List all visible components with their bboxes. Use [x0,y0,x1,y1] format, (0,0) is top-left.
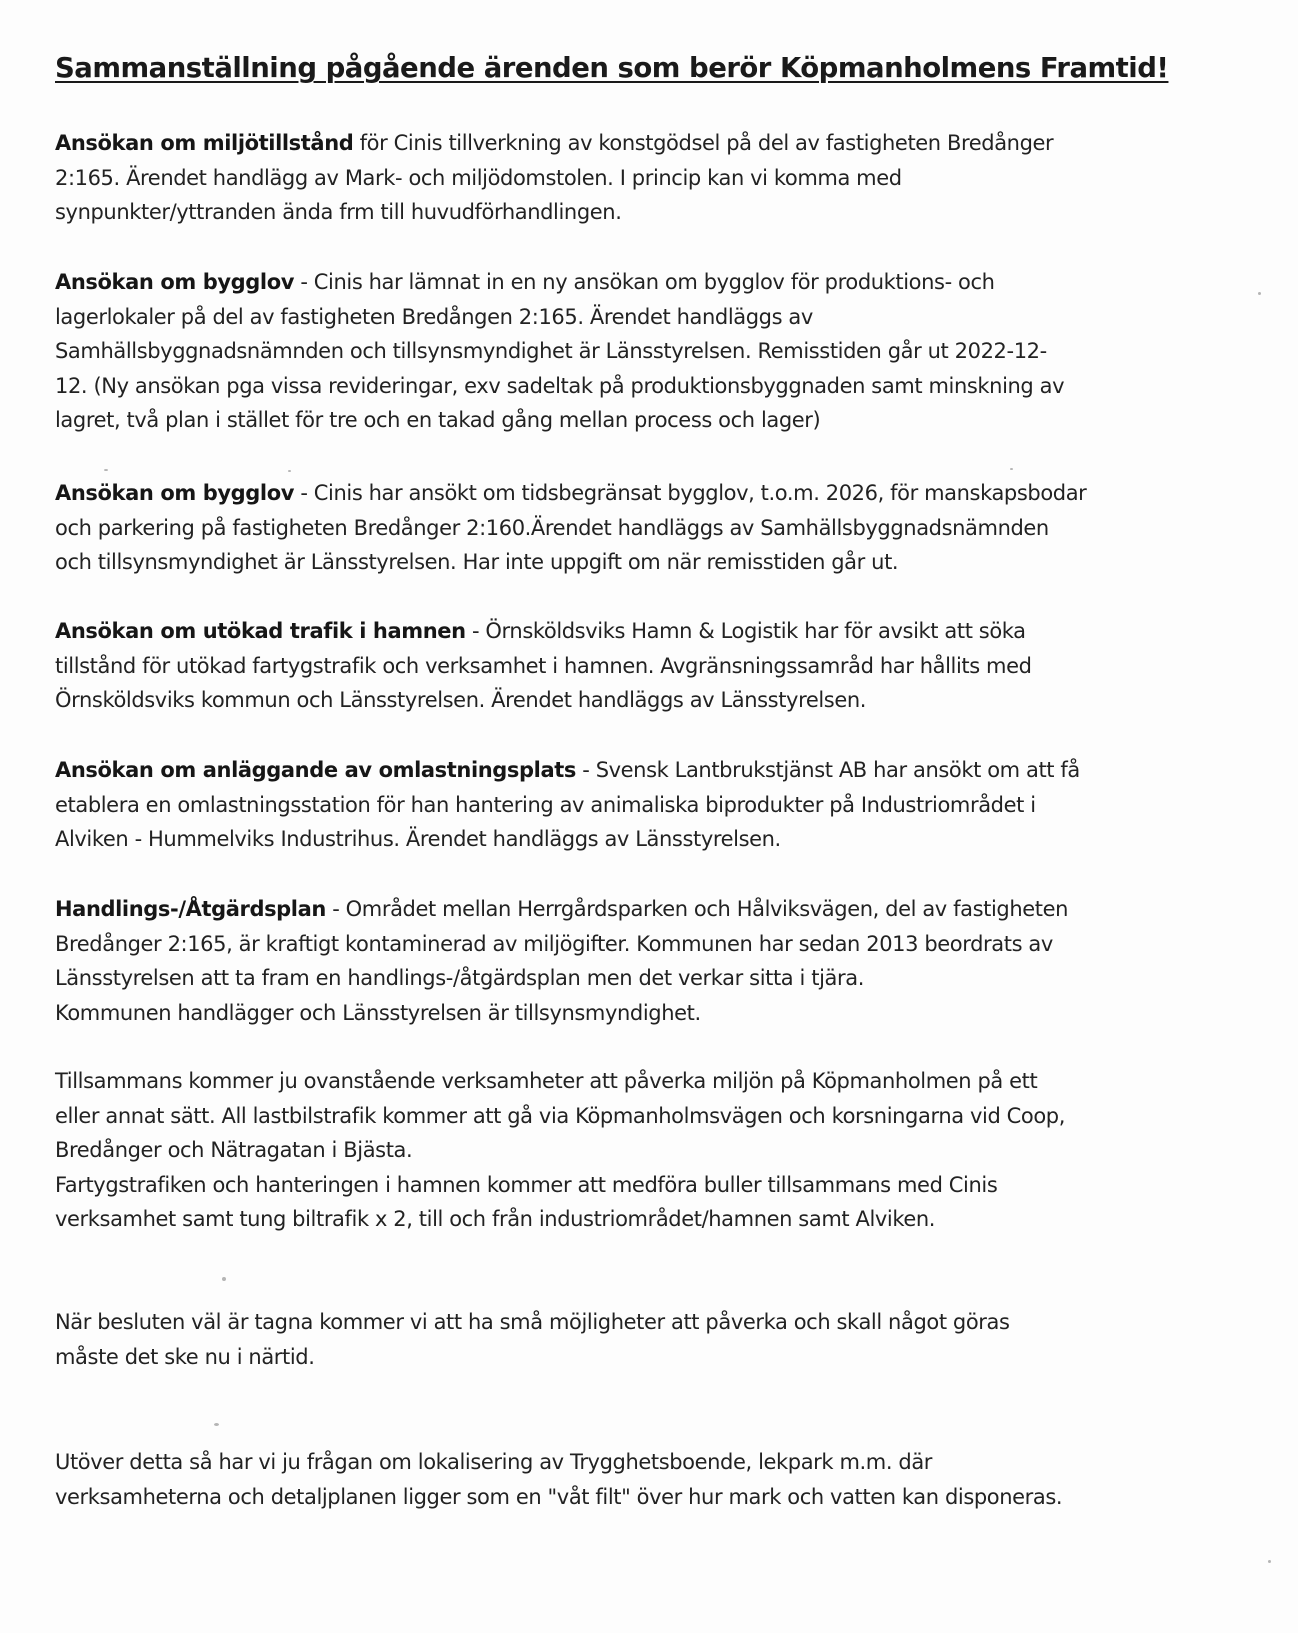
scan-speck [1268,1560,1271,1563]
scan-speck [1258,292,1261,295]
section-line [55,265,1245,300]
section-line [55,753,1245,788]
paragraph-line: Bredånger och Nätragatan i Bjästa. [55,1138,413,1162]
section-line [55,476,1245,511]
section-line: och tillsynsmyndighet är Länsstyrelsen. Har inte uppgift om när remisstiden går ut. [55,550,899,574]
paragraph-line: eller annat sätt. All lastbilstrafik kommer att gå via Köpmanholmsvägen och korsningarna vid Coop, [55,1103,1066,1128]
paragraph-line: måste det ske nu i närtid. [55,1344,315,1369]
scan-speck [222,1277,226,1281]
section-bygglov-produktion [55,265,1245,438]
section-line: 12. (Ny ansökan pga vissa revideringar, exv sadeltak på produktionsbyggnaden samt minskning av [55,373,1065,398]
section-heading: Handlings-/Åtgärdsplan [55,897,326,921]
section-text: - Cinis har lämnat in en ny ansökan om bygglov för produktions- och [294,270,995,294]
paragraph-line: Tillsammans kommer ju ovanstående verksamheter att påverka miljön på Köpmanholmen på ett [55,1069,1038,1093]
section-line: etablera en omlastningsstation för han hantering av animaliska biprodukter på Industriområdet i [55,792,1036,817]
section-line: 2:165. Ärendet handlägg av Mark- och miljödomstolen. I princip kan vi komma med [55,165,902,190]
scan-speck [214,1423,219,1426]
paragraph-line: Fartygstrafiken och hanteringen i hamnen kommer att medföra buller tillsammans med Cinis [55,1172,998,1197]
section-line: lagret, två plan i stället för tre och en takad gång mellan process och lager) [55,408,821,432]
scan-speck [288,470,291,472]
document-title: Sammanställning pågående ärenden som berör Köpmanholmens Framtid! [55,52,1169,84]
section-line: Alviken - Hummelviks Industrihus. Ärendet handläggs av Länsstyrelsen. [55,827,781,851]
section-line: lagerlokaler på del av fastigheten Bredången 2:165. Ärendet handläggs av [55,304,813,329]
section-heading: Ansökan om anläggande av omlastningsplats [55,758,576,782]
section-heading: Ansökan om bygglov [55,270,295,294]
section-atgardsplan [55,892,1245,1030]
section-line: tillstånd för utökad fartygstrafik och verksamhet i hamnen. Avgränsningssamråd har hållits med [55,653,1032,678]
section-heading: Ansökan om miljötillstånd [55,131,354,155]
section-text: - Svensk Lantbrukstjänst AB har ansökt om att få [575,758,1080,782]
section-heading: Ansökan om bygglov [55,481,295,505]
section-line [55,126,1245,161]
section-line: Örnsköldsviks kommun och Länsstyrelsen. Ärendet handläggs av Länsstyrelsen. [55,688,867,712]
section-line: och parkering på fastigheten Bredånger 2:160.Ärendet handläggs av Samhällsbyggnadsnämnden [55,515,1049,540]
section-line: synpunkter/yttranden ända frm till huvudförhandlingen. [55,200,622,224]
section-omlastningsplats [55,753,1245,857]
closing-paragraph-urgency [55,1305,1245,1374]
section-line: Kommunen handlägger och Länsstyrelsen är tillsynsmyndighet. [55,1000,701,1025]
section-line [55,892,1245,927]
section-text: - Örnsköldsviks Hamn & Logistik har för avsikt att söka [465,619,1026,643]
section-text: för Cinis tillverkning av konstgödsel på del av fastigheten Bredånger [353,131,1054,155]
section-text: - Cinis har ansökt om tidsbegränsat bygglov, t.o.m. 2026, för manskapsbodar [294,481,1087,505]
scan-speck [104,469,108,471]
closing-paragraph-impact [55,1064,1245,1237]
section-line [55,614,1245,649]
closing-paragraph-trygghetsboende [55,1445,1245,1514]
section-heading: Ansökan om utökad trafik i hamnen [55,619,466,643]
paragraph-line: Utöver detta så har vi ju frågan om lokalisering av Trygghetsboende, lekpark m.m. där [55,1450,933,1474]
section-bygglov-manskapsbodar [55,476,1245,580]
paragraph-line: När besluten väl är tagna kommer vi att ha små möjligheter att påverka och skall något göras [55,1310,1010,1334]
section-trafik-hamnen [55,614,1245,718]
scan-speck [1010,468,1013,470]
section-line: Länsstyrelsen att ta fram en handlings-/åtgärdsplan men det verkar sitta i tjära. [55,966,864,990]
section-miljotillstand [55,126,1245,230]
section-line: Bredånger 2:165, är kraftigt kontaminerad av miljögifter. Kommunen har sedan 2013 beordrats av [55,931,1053,956]
paragraph-line: verksamhet samt tung biltrafik x 2, till och från industriområdet/hamnen samt Alviken. [55,1207,936,1231]
section-line: Samhällsbyggnadsnämnden och tillsynsmyndighet är Länsstyrelsen. Remisstiden går ut 2022-12- [55,339,1047,363]
section-text: - Området mellan Herrgårdsparken och Hålviksvägen, del av fastigheten [325,897,1069,921]
paragraph-line: verksamheterna och detaljplanen ligger som en "våt filt" över hur mark och vatten kan disponeras. [55,1484,1063,1509]
